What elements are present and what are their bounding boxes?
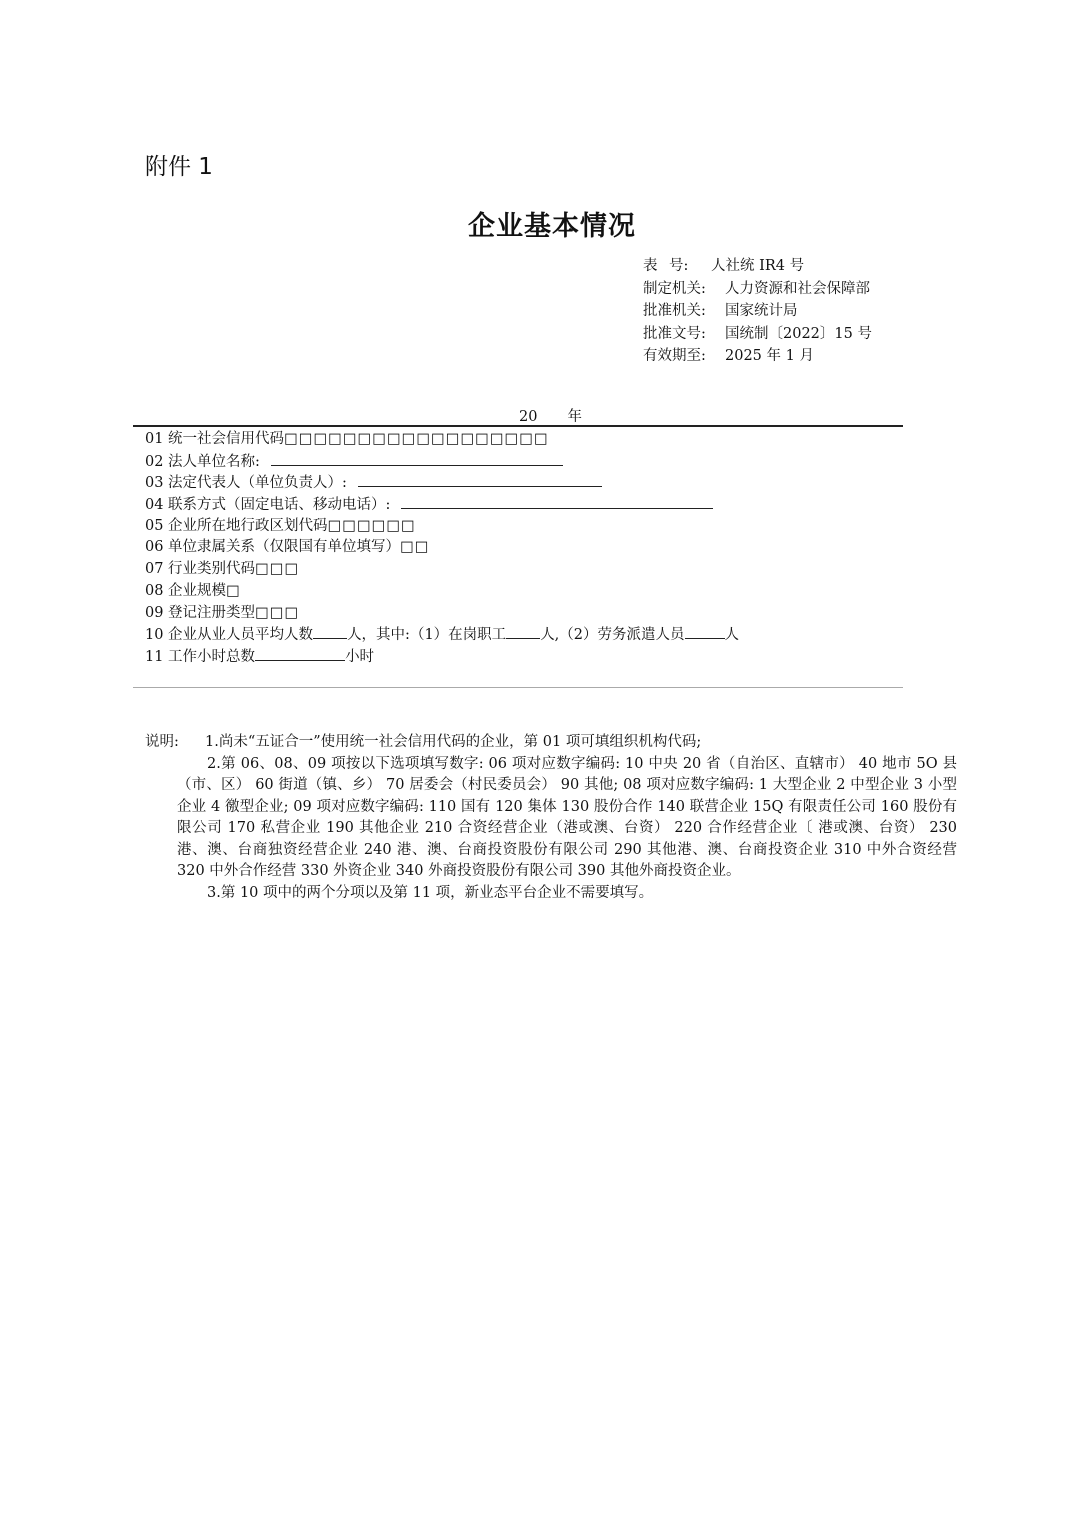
meta-value: 国统制〔2022〕15 号 bbox=[725, 325, 872, 342]
form-fields bbox=[145, 429, 739, 668]
field-label: 03 法定代表人（单位负责人）: bbox=[145, 475, 347, 492]
top-rule bbox=[133, 425, 903, 427]
meta-key: 制定机关: bbox=[643, 280, 706, 297]
field-06 bbox=[145, 537, 739, 559]
meta-doc-no bbox=[643, 323, 872, 346]
field-08 bbox=[145, 581, 739, 603]
industry-code-boxes[interactable]: □□□ bbox=[255, 561, 300, 578]
bottom-rule bbox=[133, 687, 903, 688]
meta-value: 国家统计局 bbox=[725, 303, 798, 319]
unit-name-blank[interactable] bbox=[271, 451, 563, 466]
note-2: 2.第 06、08、09 项按以下选项填写数字: 06 项对应数字编码: 10 中央 20 省（自治区、直辖市） 40 地市 5O 县（市、区） 60 街道（镇、乡） 70 居委会（村民委员会） 90 其他; 08 项对应数字编码: 1 大型企业 2 中型企业 3 小型企业 4 徼型企业; 09 项对应数字编码: 110 国有 120 集体 130 股份合作 140 联营企业 15Q 有限责任公司 160 股份有限公司 170 私营企业 190 其他企业 210 合资经营企业（港或澳、台资） 220 合作经营企业〔 港或澳、台资） 230 港、澳、台商独资经营企业 240 港、澳、台商投资股份有限公司 290 其他港、澳、台商投资企业 310 中外合资经营 320 中外合作经营 330 外资企业 340 外商投资股份有限公司 390 其他外商投资企业。 bbox=[177, 755, 957, 879]
notes bbox=[145, 732, 957, 904]
meta-value: 人社统 IR4 号 bbox=[711, 258, 805, 274]
meta-value: 人力资源和社会保障部 bbox=[725, 280, 870, 297]
meta-key: 批准机关: bbox=[643, 303, 706, 319]
field-10 bbox=[145, 624, 739, 646]
note-3: 3.第 10 项中的两个分项以及第 11 项，新业态平台企业不需要填写。 bbox=[207, 884, 654, 901]
legal-rep-blank[interactable] bbox=[358, 472, 602, 487]
form-meta bbox=[643, 255, 872, 368]
credit-code-boxes[interactable]: □□□□□□□□□□□□□□□□□□ bbox=[284, 431, 549, 447]
field-label: 07 行业类别代码 bbox=[145, 561, 256, 578]
region-code-boxes[interactable]: □□□□□□ bbox=[327, 517, 416, 534]
field-label: 人 bbox=[724, 627, 740, 644]
meta-key: 有效期至: bbox=[643, 348, 706, 364]
field-07 bbox=[145, 559, 739, 581]
report-year bbox=[519, 405, 582, 426]
meta-key: 号: bbox=[669, 258, 689, 274]
affiliation-boxes[interactable]: □□ bbox=[400, 539, 430, 556]
meta-table-no bbox=[643, 255, 872, 278]
meta-valid-until bbox=[643, 345, 872, 368]
field-label: 02 法人单位名称: bbox=[145, 453, 260, 470]
avg-staff-blank[interactable] bbox=[313, 624, 347, 639]
meta-key: 表 bbox=[643, 258, 658, 274]
dispatched-staff-blank[interactable] bbox=[685, 624, 725, 639]
meta-approver bbox=[643, 300, 872, 323]
contact-blank[interactable] bbox=[401, 494, 713, 509]
field-label: 09 登记注册类型 bbox=[145, 604, 256, 621]
field-03 bbox=[145, 472, 739, 494]
field-label: 05 企业所在地行政区划代码 bbox=[145, 517, 328, 534]
field-label: 08 企业规模 bbox=[145, 582, 227, 599]
notes-label: 说明: bbox=[145, 734, 179, 750]
field-05 bbox=[145, 516, 739, 538]
note-1 bbox=[145, 732, 957, 754]
note-text: 1.尚未“五证合一”使用统一社会信用代码的企业，第 01 项可填组织机构代码; bbox=[205, 734, 702, 750]
on-post-staff-blank[interactable] bbox=[506, 624, 540, 639]
field-09 bbox=[145, 603, 739, 625]
field-02 bbox=[145, 451, 739, 473]
field-04 bbox=[145, 494, 739, 516]
year-suffix: 年 bbox=[567, 409, 582, 425]
field-label: 06 单位隶属关系（仅限国有单位填写） bbox=[145, 539, 401, 556]
field-label: 人,（2）劳务派遣人员 bbox=[540, 627, 685, 644]
year-prefix: 20 bbox=[519, 409, 538, 425]
field-01 bbox=[145, 429, 739, 451]
meta-key: 批准文号: bbox=[643, 325, 706, 342]
meta-issuer bbox=[643, 278, 872, 301]
field-label: 10 企业从业人员平均人数 bbox=[145, 627, 314, 644]
attachment-label: 附件 1 bbox=[145, 154, 213, 180]
field-label: 04 联系方式（固定电话、移动电话）: bbox=[145, 497, 391, 514]
meta-value: 2025 年 1 月 bbox=[725, 348, 814, 364]
page-title: 企业基本情况 bbox=[468, 211, 636, 242]
field-11 bbox=[145, 646, 739, 668]
scale-boxes[interactable]: □ bbox=[226, 582, 241, 599]
field-label: 11 工作小时总数 bbox=[145, 648, 256, 665]
work-hours-blank[interactable] bbox=[255, 646, 345, 661]
field-label: 01 统一社会信用代码 bbox=[145, 431, 285, 447]
field-label: 小时 bbox=[345, 648, 375, 665]
field-label: 人，其中:（1）在岗职工 bbox=[347, 627, 507, 644]
registration-type-boxes[interactable]: □□□ bbox=[255, 604, 300, 621]
